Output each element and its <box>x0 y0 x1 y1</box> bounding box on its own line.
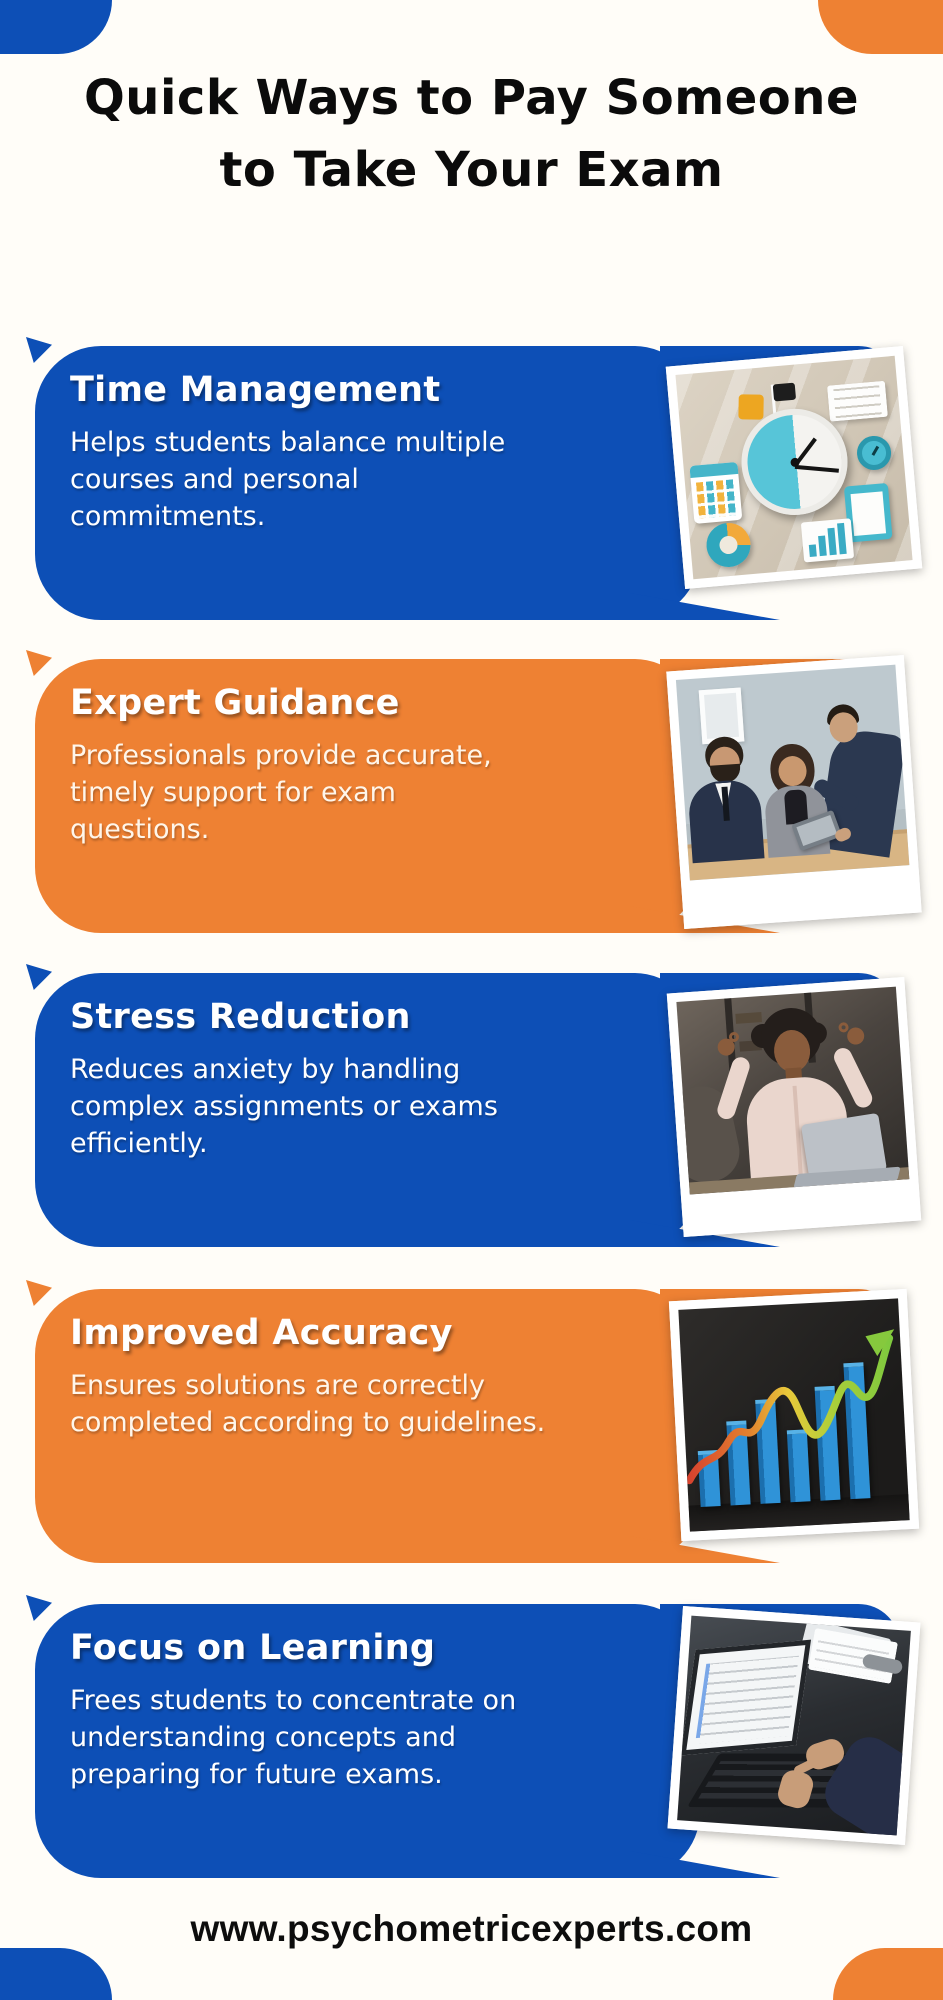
calendar-header <box>689 462 738 478</box>
card-heading: Stress Reduction <box>70 997 411 1037</box>
trend-line-icon <box>678 1298 909 1531</box>
clipboard-page <box>851 491 887 536</box>
corner-decoration-top-right <box>818 0 943 54</box>
bar <box>809 544 817 557</box>
card-stress-reduction <box>35 973 700 1247</box>
page-title-line1: Quick Ways to Pay Someone <box>84 70 859 126</box>
improved-accuracy-photo <box>669 1289 919 1541</box>
card-focus-on-learning <box>35 1604 700 1878</box>
page-title-line2: to Take Your Exam <box>219 142 724 198</box>
bar <box>818 536 827 557</box>
card-heading: Time Management <box>70 370 441 410</box>
bar <box>837 523 847 554</box>
time-management-photo <box>666 346 923 589</box>
clock-minute-hand <box>795 464 839 472</box>
focus-on-learning-photo <box>668 1606 921 1845</box>
card-heading: Expert Guidance <box>70 683 400 723</box>
note-card-icon <box>827 381 888 422</box>
card-expert-guidance <box>35 659 700 933</box>
stress-reduction-photo <box>667 977 921 1237</box>
right-hand-ok-gesture <box>847 1027 865 1045</box>
growth-chart-illustration <box>678 1298 909 1531</box>
meditating-woman-illustration <box>676 987 909 1195</box>
wall-picture-frame <box>699 687 745 744</box>
card-body: Professionals provide accurate, timely support for exam questions. <box>70 740 492 845</box>
card-body: Frees students to concentrate on understanding concepts and preparing for future exams. <box>70 1685 517 1790</box>
card-body: Helps students balance multiple courses and personal commitments. <box>70 427 506 532</box>
orange-sticky-icon <box>738 394 763 419</box>
typing-on-laptop-illustration <box>677 1616 911 1836</box>
left-ok-ring <box>729 1032 740 1043</box>
page-title <box>0 62 943 206</box>
calendar-icon <box>689 462 742 524</box>
stopwatch-hand <box>872 446 880 456</box>
card-improved-accuracy <box>35 1289 700 1563</box>
pie-chart-hole <box>719 535 739 555</box>
corner-decoration-bottom-right <box>833 1948 943 2000</box>
corner-decoration-bottom-left <box>0 1948 112 2000</box>
card-heading: Focus on Learning <box>70 1628 436 1668</box>
clock-icon <box>737 405 852 520</box>
laptop-screen <box>681 1640 811 1756</box>
card-body: Ensures solutions are correctly completed according to guidelines. <box>70 1370 546 1438</box>
business-team-illustration <box>676 665 909 881</box>
footer-url: www.psychometricexperts.com <box>190 1908 753 1949</box>
corner-decoration-top-left <box>0 0 112 54</box>
book <box>735 1012 762 1024</box>
left-arm <box>715 1055 752 1121</box>
calendar-grid <box>696 479 737 518</box>
bar-chart-card-icon <box>801 518 854 562</box>
bar <box>827 528 836 556</box>
card-time-management <box>35 346 700 620</box>
card-body: Reduces anxiety by handling complex assignments or exams efficiently. <box>70 1054 498 1159</box>
stopwatch-icon <box>856 435 893 472</box>
pie-chart-icon <box>705 521 753 569</box>
expert-guidance-photo <box>666 655 921 929</box>
card-heading: Improved Accuracy <box>70 1313 453 1353</box>
clock-calendar-illustration <box>675 356 912 579</box>
flag-icon <box>773 383 796 402</box>
paper-sheet <box>808 1628 898 1684</box>
